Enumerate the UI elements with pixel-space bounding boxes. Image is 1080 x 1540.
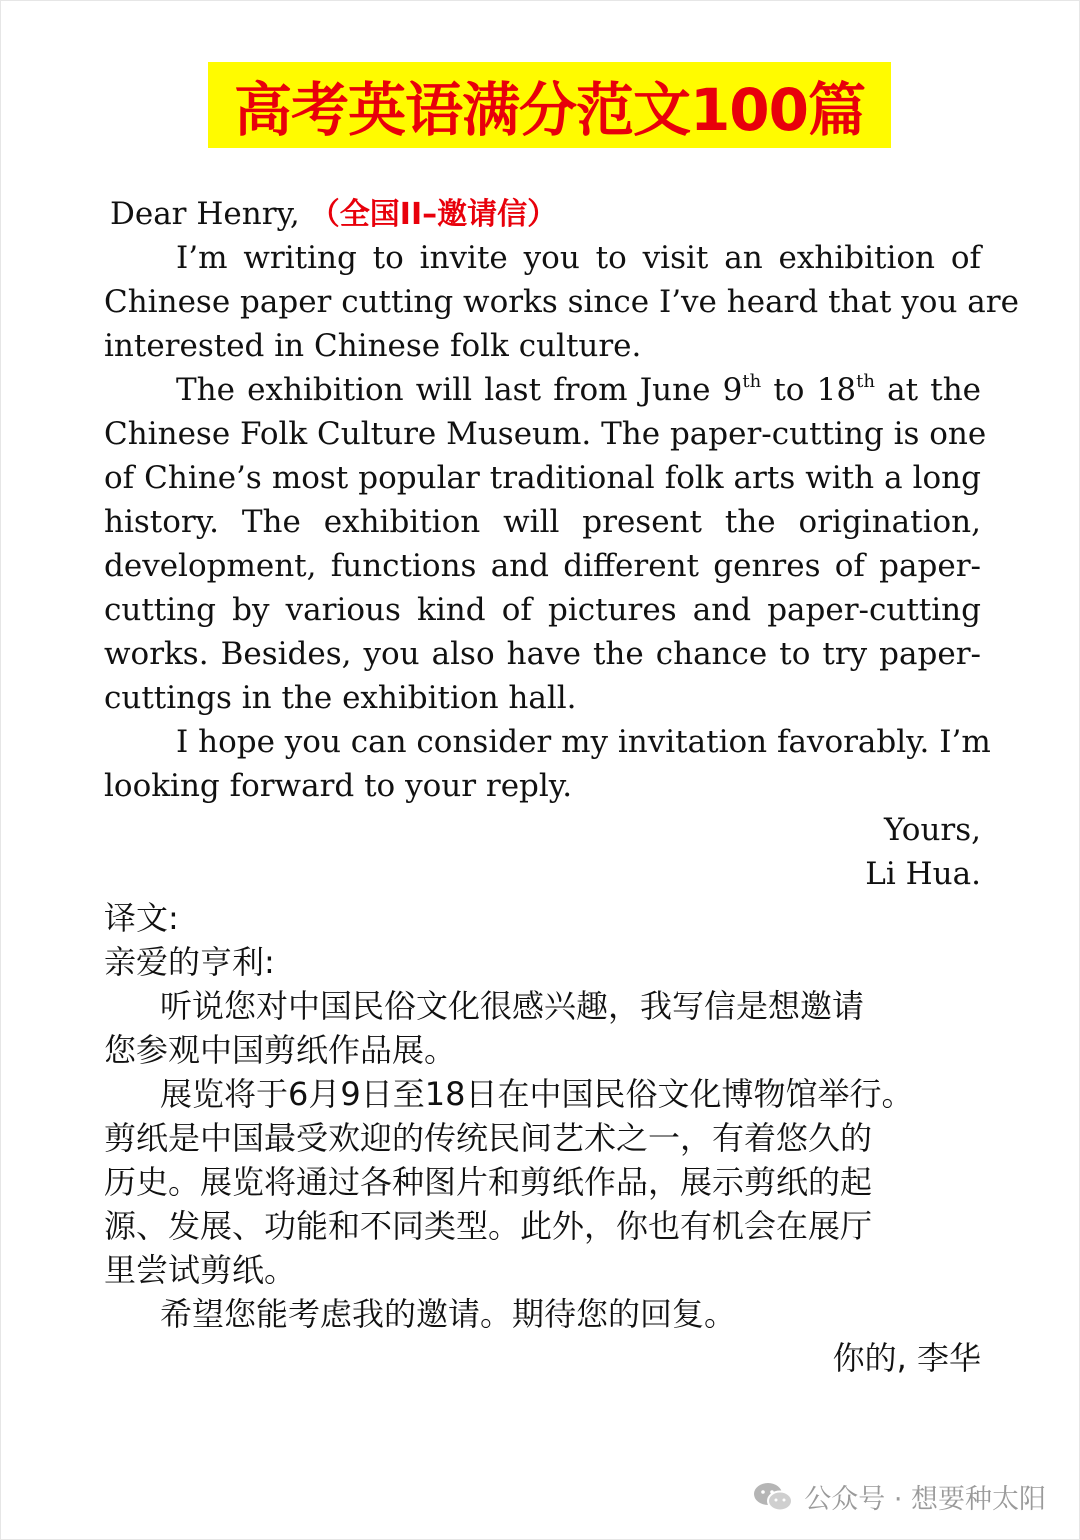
translation-line-2: 您参观中国剪纸作品展。 bbox=[104, 1031, 457, 1069]
translation-salutation: 亲爱的亨利: bbox=[104, 943, 275, 981]
paragraph-1-line-1: I’m writing to invite you to visit an exhibition of bbox=[176, 240, 981, 276]
translation-line-3: 展览将于6月9日至18日在中国民俗文化博物馆举行。 bbox=[160, 1075, 914, 1113]
paragraph-2-line-6: cutting by various kind of pictures and paper-cutting bbox=[104, 592, 981, 628]
closing: Yours, bbox=[884, 812, 981, 848]
paragraph-2-line-7: works. Besides, you also have the chance to try paper- bbox=[104, 636, 981, 672]
title-banner bbox=[208, 62, 891, 148]
paragraph-3-line-2: looking forward to your reply. bbox=[104, 768, 573, 804]
translation-line-6: 源、发展、功能和不同类型。此外，你也有机会在展厅 bbox=[104, 1207, 873, 1245]
paragraph-3-line-1: I hope you can consider my invitation favorably. I’m bbox=[176, 724, 991, 760]
page-title: 高考英语满分范文100篇 bbox=[233, 76, 866, 144]
paragraph-2-line-8: cuttings in the exhibition hall. bbox=[104, 680, 577, 716]
watermark-text: 公众号 · 想要种太阳 bbox=[804, 1484, 1046, 1515]
p2-sup-1: th bbox=[742, 370, 762, 392]
p2-text-c: at the bbox=[874, 372, 982, 408]
p2-text-b: to 18 bbox=[761, 372, 857, 408]
translation-line-8: 希望您能考虑我的邀请。期待您的回复。 bbox=[160, 1295, 737, 1333]
translation-line-5: 历史。展览将通过各种图片和剪纸作品，展示剪纸的起 bbox=[104, 1163, 873, 1201]
signature: Li Hua. bbox=[865, 856, 981, 892]
paragraph-2-line-5: development, functions and different genres of paper- bbox=[104, 548, 981, 584]
paragraph-2-line-2: Chinese Folk Culture Museum. The paper-cutting is one bbox=[104, 416, 987, 452]
paragraph-2-line-3: of Chine’s most popular traditional folk arts with a long bbox=[104, 460, 981, 496]
paragraph-1-line-2: Chinese paper cutting works since I’ve heard that you are bbox=[104, 284, 1019, 320]
translation-line-1: 听说您对中国民俗文化很感兴趣，我写信是想邀请 bbox=[160, 987, 865, 1025]
p2-text-a: The exhibition will last from June 9 bbox=[176, 372, 743, 408]
translation-signoff: 你的, 李华 bbox=[832, 1339, 981, 1377]
paragraph-1-line-3: interested in Chinese folk culture. bbox=[104, 328, 642, 364]
wechat-icon bbox=[752, 1480, 794, 1514]
salutation-text: Dear Henry, bbox=[110, 196, 300, 232]
salutation bbox=[110, 192, 987, 236]
exam-tag: （全国II–邀请信） bbox=[309, 197, 558, 232]
p2-sup-2: th bbox=[856, 370, 875, 392]
translation-line-7: 里尝试剪纸。 bbox=[104, 1251, 297, 1289]
paragraph-2-line-1 bbox=[104, 368, 981, 412]
watermark bbox=[752, 1477, 1046, 1516]
translation-line-4: 剪纸是中国最受欢迎的传统民间艺术之一，有着悠久的 bbox=[104, 1119, 873, 1157]
paragraph-2-line-4: history. The exhibition will present the origination, bbox=[104, 504, 981, 540]
translation-label: 译文: bbox=[104, 899, 179, 937]
